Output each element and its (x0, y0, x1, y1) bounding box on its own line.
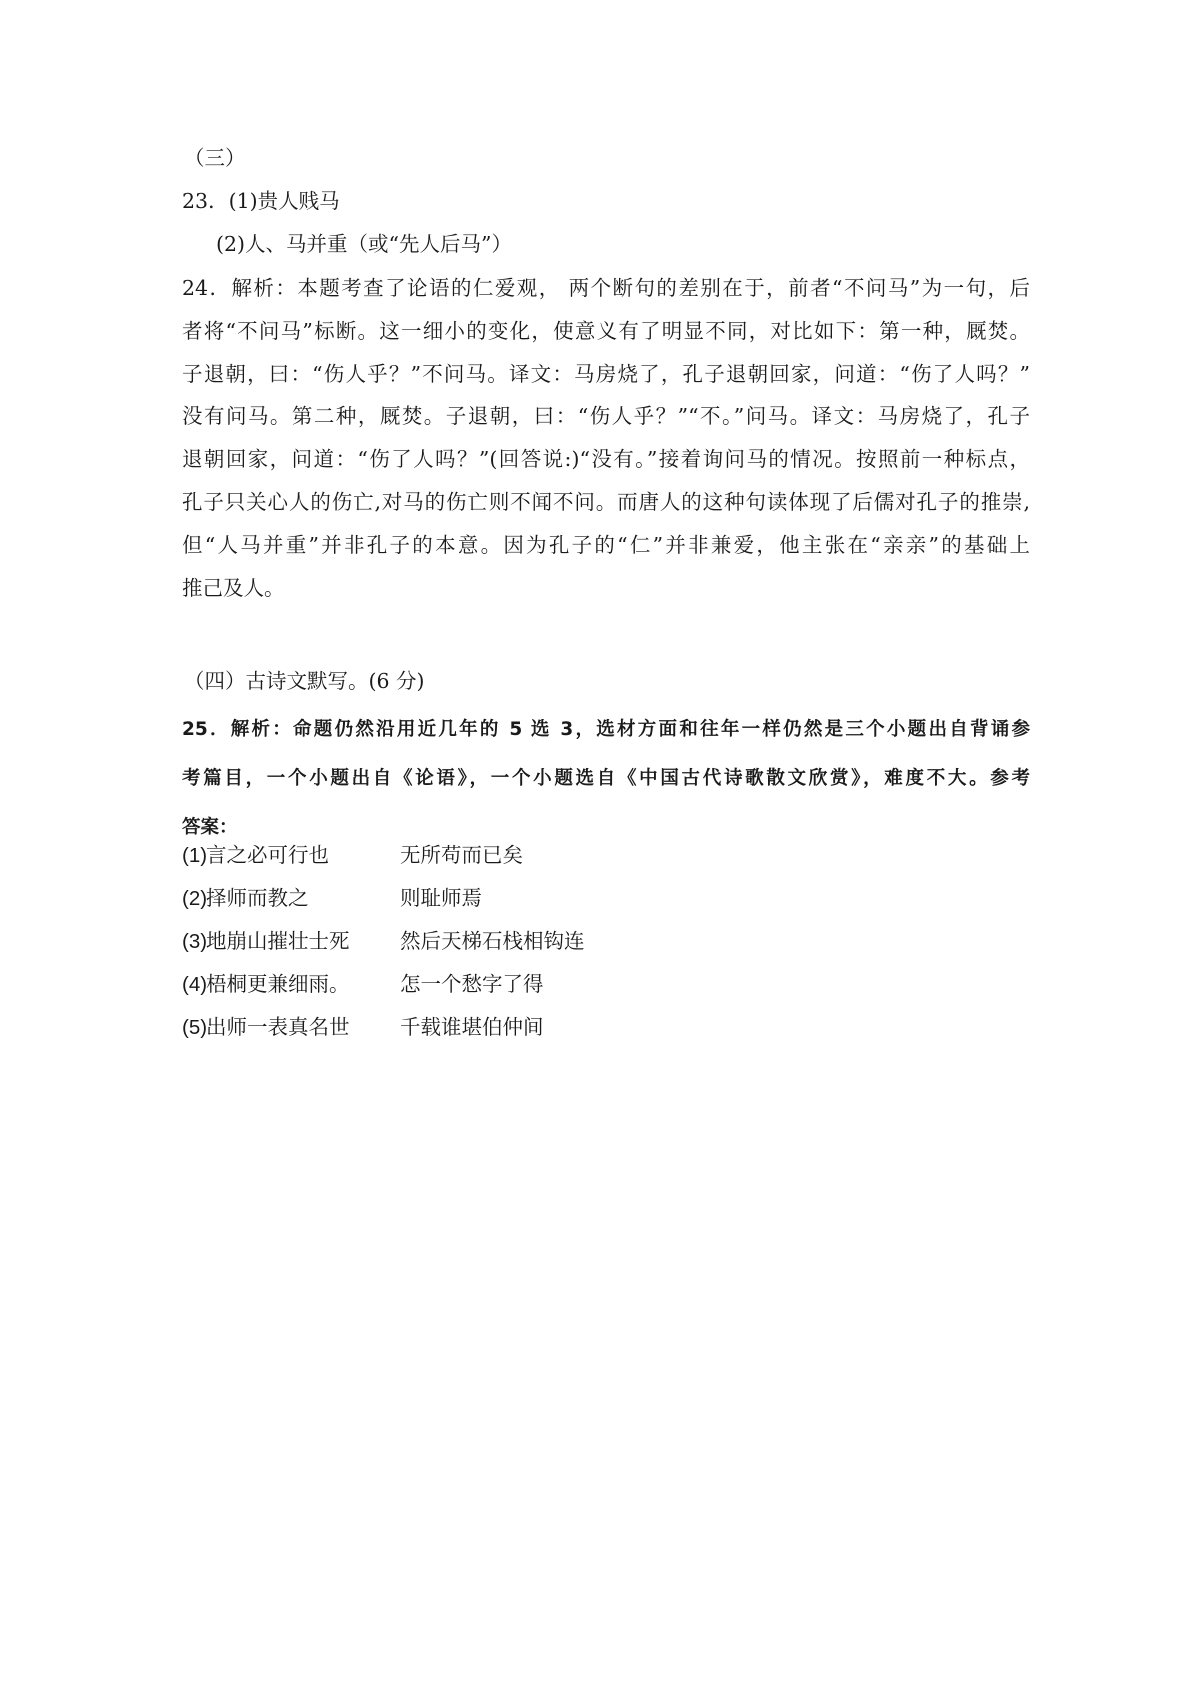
q24-row: 孔子只关心人的伤亡,对马的伤亡则不闻不问。而唐人的这种句读体现了后儒对孔子的推崇, (182, 489, 1030, 514)
q25-row: 答案： (182, 817, 238, 838)
answer-row (182, 883, 482, 914)
q25-row: 25．解析：命题仍然沿用近几年的 5 选 3，选材方面和往年一样仍然是三个小题出自背诵参 (182, 719, 1030, 740)
answer-row (182, 926, 585, 957)
answer-number: (3) (182, 930, 208, 953)
q25-analysis-paragraph (182, 705, 1030, 852)
answer-first-half: 梧桐更兼细雨。 (206, 972, 350, 996)
answer-row (182, 1012, 544, 1043)
answer-first-half: 出师一表真名世 (206, 1015, 350, 1039)
answer-number: (5) (182, 1016, 208, 1039)
answer-number: (1) (182, 844, 208, 867)
answer-first-half: 地崩山摧壮士死 (206, 929, 350, 953)
answer-row (182, 969, 544, 1000)
q24-row: 退朝回家，问道：“伤了人吗？”(回答说:)“没有。”接着询问马的情况。按照前一种标点， (182, 447, 1030, 472)
answer-second-half: 然后天梯石栈相钩连 (400, 929, 585, 953)
answer-number: (2) (182, 887, 208, 910)
answer-second-half: 怎一个愁字了得 (400, 972, 544, 996)
section-three-heading: （三） (184, 146, 246, 170)
q24-row: 没有问马。第二种，厩焚。子退朝，曰：“伤人乎？”“不。”问马。译文：马房烧了，孔子 (182, 404, 1030, 429)
q24-analysis-paragraph (182, 267, 1030, 609)
q24-row: 子退朝，曰：“伤人乎？”不问马。译文：马房烧了，孔子退朝回家，问道：“伤了人吗？” (182, 361, 1030, 386)
q25-row: 考篇目，一个小题出自《论语》，一个小题选自《中国古代诗歌散文欣赏》，难度不大。参考 (182, 768, 1030, 789)
answer-row (182, 840, 523, 871)
q23-answer-line-1: 23．(1)贵人贱马 (182, 189, 340, 213)
answer-first-half: 言之必可行也 (206, 843, 329, 867)
answer-second-half: 则耻师焉 (400, 886, 482, 910)
answer-number: (4) (182, 973, 208, 996)
q24-row: 但“人马并重”并非孔子的本意。因为孔子的“仁”并非兼爱，他主张在“亲亲”的基础上 (182, 532, 1030, 557)
section-four-heading: （四）古诗文默写。(6 分) (184, 669, 425, 693)
q24-row: 推己及人。 (182, 575, 285, 600)
answer-second-half: 无所苟而已矣 (400, 843, 523, 867)
answer-second-half: 千载谁堪伯仲间 (400, 1015, 544, 1039)
q24-row: 者将“不问马”标断。这一细小的变化，使意义有了明显不同，对比如下：第一种，厩焚。 (182, 318, 1030, 343)
q24-row: 24．解析：本题考查了论语的仁爱观， 两个断句的差别在于，前者“不问马”为一句，后 (182, 276, 1030, 300)
q23-answer-line-2: (2)人、马并重（或“先人后马”） (216, 232, 512, 256)
answer-first-half: 择师而教之 (206, 886, 309, 910)
